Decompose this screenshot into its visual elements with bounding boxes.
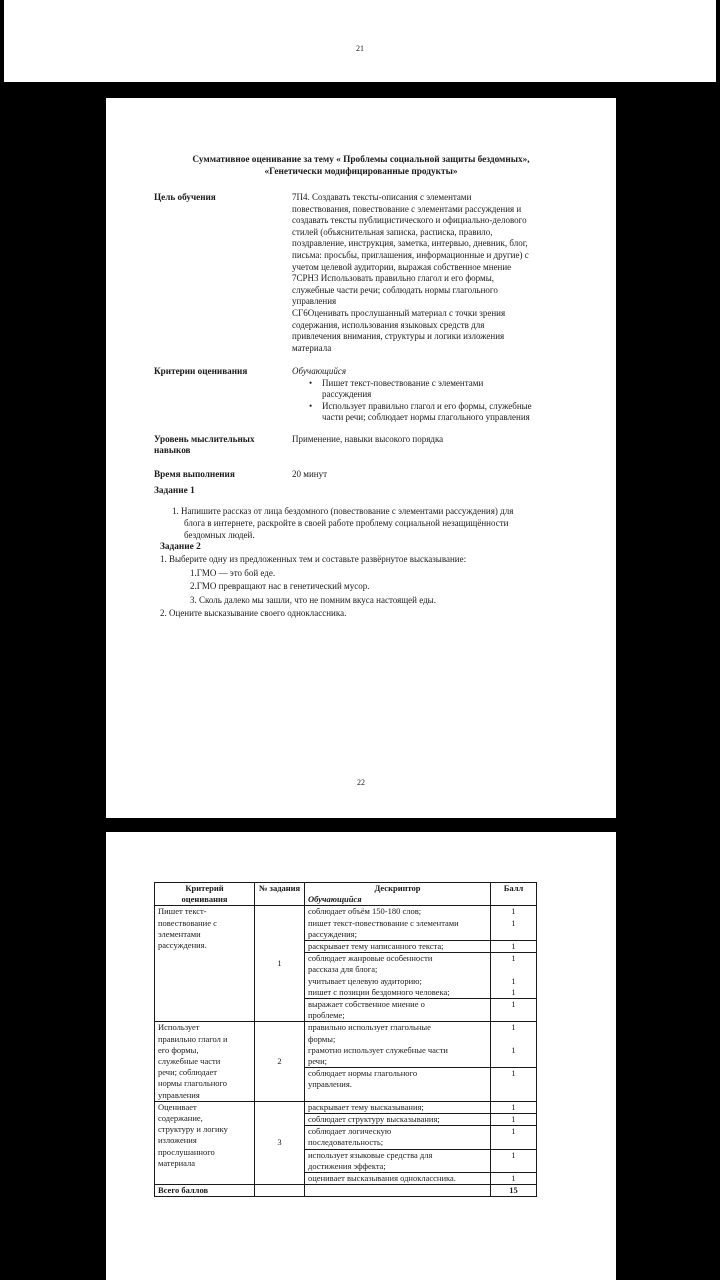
thinking-level-label-line: Уровень мыслительных [154,434,255,444]
criterion-line: Использует [158,1022,200,1033]
descriptor-line: формы; [308,1033,336,1044]
document-title [106,154,616,178]
score-value [494,1034,533,1045]
descriptor-group [308,1022,487,1067]
criterion-line: рассуждения. [158,940,207,951]
goal-line: стилей (объяснительная записка, расписка, правило, [292,226,493,237]
criterion-line: материала [158,1157,196,1168]
table-row [155,906,537,1022]
score-group [494,906,533,940]
descriptor-line: рассказа для блога; [308,964,378,975]
task-number-header: № задания [255,883,305,906]
goal-line: служебные части речи; соблюдать нормы глагольного [292,284,498,295]
descriptor-line: использует языковые средства для [308,1149,433,1160]
descriptor-cell [305,906,491,1022]
descriptor-line: оценивает высказывания одноклассника. [308,1173,456,1184]
descriptor-line: пишет с позиции бездомного человека; [308,986,450,997]
goal-line: создавать тексты публицистического и официально-делового [292,215,527,226]
score-value: 1 [511,953,516,964]
task2-topic: 3. Сколь далеко мы зашли, что не помним вкуса настоящей еды. [190,595,436,605]
descriptor-group [305,1125,490,1148]
criterion-line: структуру и логику [158,1124,228,1135]
score-value: 1 [511,999,516,1009]
total-empty [305,1185,491,1197]
criteria-bullet-line: • Использует правильно глагол и его формы, служебные [322,400,532,411]
criterion-line: прослушанного [158,1146,215,1157]
task2-line: 2. Оцените высказывание своего одноклассника. [160,608,347,618]
thinking-level-label-line: навыков [154,445,191,455]
score-cell [491,1101,537,1184]
task2-line: 1. Выберите одну из предложенных тем и составьте развёрнутое высказывание: [160,554,467,564]
descriptor-line: учитывает целевую аудиторию; [308,975,422,986]
score-value [494,1161,533,1172]
goal-line: повествования, повествование с элементами рассуждения и [292,203,522,214]
thinking-level-label [154,434,255,456]
criteria-value [292,366,568,424]
descriptor-group [308,906,487,940]
task2-heading: Задание 2 [160,542,201,552]
criterion-line: его формы, [158,1044,199,1055]
descriptor-group [305,1149,490,1172]
criterion-cell [155,906,255,1022]
score-group [491,1067,536,1090]
score-group [491,1113,536,1125]
page-22 [106,98,616,818]
descriptor-line: речи; [308,1056,327,1067]
descriptor-line: последовательность; [308,1137,384,1148]
descriptor-line: соблюдает логическую [308,1126,392,1137]
descriptor-line: выражает собственное мнение о [308,999,425,1010]
score-cell [491,906,537,1022]
descriptor-line: рассуждения; [308,928,357,939]
task2-topic: 1.ГМО — это бой еде. [190,568,276,578]
goal-label: Цель обучения [154,192,216,202]
criterion-line: содержание, [158,1113,203,1124]
task-number-cell: 3 [255,1101,305,1184]
descriptor-line: раскрывает тему написанного текста; [308,941,444,952]
descriptor-line: соблюдает жанровые особенности [308,953,433,964]
task-number-cell: 1 [255,906,305,1022]
table-row [155,1022,537,1101]
goal-line: 7П4. Создавать тексты-описания с элементами [292,192,472,202]
criterion-cell [155,1022,255,1101]
title-line-1: Суммативное оценивание за тему « Проблемы социальной защиты бездомных», [192,155,530,165]
descriptor-line: соблюдает нормы глагольного [308,1068,418,1079]
score-value: 1 [511,986,516,997]
learner-label: Обучающийся [308,894,362,905]
score-value [494,929,533,940]
title-line-2: «Генетически модифицированные продукты» [264,167,458,177]
criterion-header [155,883,255,906]
goal-line: поздравление, инструкция, заметка, интервью, дневник, блог, [292,238,528,249]
task1-line: 1. Напишите рассказ от лица бездомного (повествование с элементами рассуждения) для [172,506,514,516]
descriptor-group [305,940,490,952]
total-row [155,1185,537,1197]
descriptor-cell [305,1101,491,1184]
criterion-line: речи; соблюдает [158,1067,218,1078]
score-value [494,1010,533,1021]
descriptor-line: пишет текст-повествование с элементами [308,917,459,928]
score-value: 1 [511,1101,516,1112]
score-group [491,998,536,1021]
score-value: 1 [511,1173,516,1184]
descriptor-group [305,1172,490,1184]
criterion-line: правильно глагол и [158,1033,228,1044]
score-group [491,940,536,952]
goal-line: управления [292,296,337,307]
goal-line: учетом целевой аудитории, выражая собственное мнение [292,261,512,272]
goal-line: СГ6Оценивать прослушанный материал с точки зрения [292,307,506,318]
criterion-header-line: Критерий [185,883,224,893]
score-group [491,1172,536,1184]
criterion-line: повествование с [158,917,217,928]
criterion-line: служебные части [158,1056,221,1067]
descriptor-group [305,998,490,1021]
goal-line: привлечения внимания, структуры и логики изложения [292,331,505,342]
score-value: 1 [511,1068,516,1079]
table-row [155,1101,537,1184]
descriptor-group [308,1102,487,1113]
criterion-line: управления [158,1089,200,1100]
descriptor-line: правильно использует глагольные [308,1022,431,1033]
task-number-cell: 2 [255,1022,305,1101]
criteria-bullet-line: рассуждения [322,389,372,400]
task1-line: блога в интернете, раскройте в своей работе проблему социальной незащищённости [184,518,509,528]
descriptor-cell [305,1022,491,1101]
criteria-bullet [292,378,568,401]
criterion-line: изложения [158,1135,197,1146]
score-value: 1 [511,1114,516,1125]
goal-line: 7СРН3 Использовать правильно глагол и его формы, [292,273,495,284]
score-value [494,964,533,975]
criterion-cell [155,1101,255,1184]
page-23 [106,832,616,1280]
score-cell [491,1022,537,1101]
criterion-line: нормы глагольного [158,1078,228,1089]
score-value: 1 [511,917,516,928]
descriptor-line: раскрывает тему высказывания; [308,1101,424,1112]
score-value: 1 [511,1044,516,1055]
rubric-body [155,906,537,1185]
criteria-label: Критерии оценивания [154,366,248,376]
descriptor-group [305,1067,490,1090]
task1-line: бездомных людей. [184,530,255,540]
total-value: 15 [491,1185,537,1197]
criteria-learner: Обучающийся [292,366,347,376]
score-header: Балл [491,883,537,906]
descriptor-group [305,1113,490,1125]
score-value: 1 [511,941,516,951]
criteria-bullet [292,401,568,424]
descriptor-line: соблюдает объём 150-180 слов; [308,906,422,917]
score-group [494,1102,533,1113]
goal-line: материала [292,342,332,353]
total-label: Всего баллов [155,1185,255,1197]
total-empty [255,1185,305,1197]
descriptor-line: достижения эффекта; [308,1160,386,1171]
page-21 [4,0,716,82]
page-number: 21 [356,44,364,53]
descriptor-header-text: Дескриптор [374,883,421,893]
descriptor-header [305,883,491,906]
score-value [494,1137,533,1148]
score-value: 1 [511,1022,516,1033]
task1-heading: Задание 1 [154,486,195,496]
criterion-line: Оценивает [158,1101,197,1112]
descriptor-line: грамотно использует служебные части [308,1044,448,1055]
page-number: 22 [357,778,365,787]
goal-line: письма: просьбы, приглашения, информационные и другие) с [292,249,529,260]
time-label: Время выполнения [154,469,235,479]
score-value [494,1056,533,1067]
goal-line: содержания, использования языковых средств для [292,319,485,330]
score-group [491,1149,536,1172]
descriptor-line: соблюдает структуру высказывания; [308,1114,440,1125]
descriptor-line: проблеме; [308,1010,345,1021]
score-value: 1 [511,1126,516,1137]
time-value: 20 минут [292,469,328,479]
score-value [494,1079,533,1090]
rubric-table [154,882,537,1197]
criterion-line: элементами [158,928,201,939]
score-group [491,952,536,998]
criterion-header-line: оценивания [181,894,228,905]
score-group [494,1022,533,1067]
table-header-row [155,883,537,906]
task2-topic: 2.ГМО превращают нас в генетический мусор. [190,581,370,591]
descriptor-group [305,952,490,998]
score-group [491,1125,536,1148]
criterion-line: Пишет текст- [158,906,207,917]
score-value: 1 [511,1149,516,1160]
criteria-bullet-line: • Пишет текст-повествование с элементами [322,377,484,388]
thinking-level-value: Применение, навыки высокого порядка [292,434,444,444]
goal-value [292,192,568,354]
criteria-bullet-line: части речи; соблюдает нормы глагольного управления [322,412,530,423]
score-value: 1 [511,906,516,917]
descriptor-line: управления. [308,1079,352,1090]
score-value: 1 [511,975,516,986]
